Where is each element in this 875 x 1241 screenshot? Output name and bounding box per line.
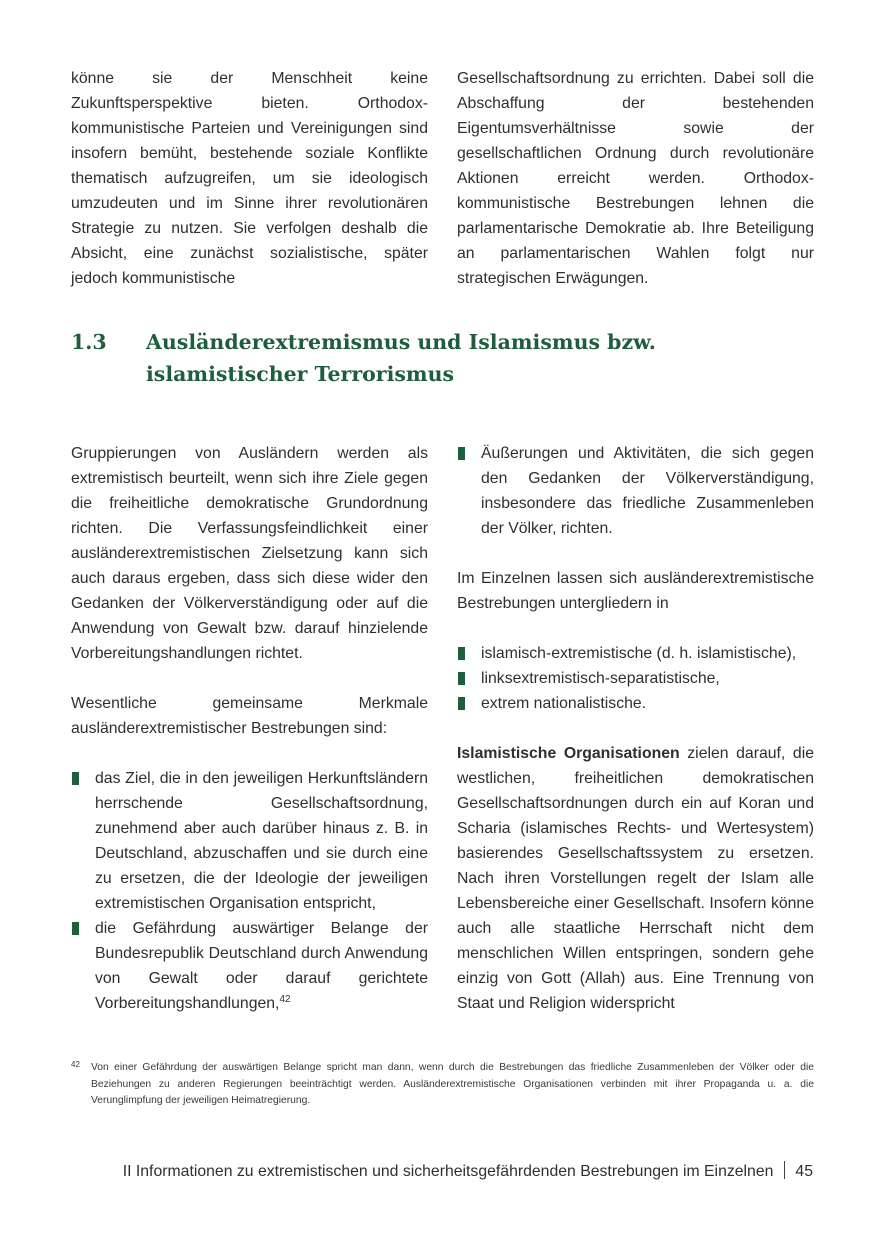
right-top-bullet-list [457, 441, 814, 541]
left-paragraph-2: Wesentliche gemeinsame Merkmale ausländerextremistischer Bestrebungen sind: [71, 695, 428, 737]
section-number: 1.3 [71, 330, 107, 354]
footnote-number: 42 [71, 1060, 80, 1069]
list-item [457, 691, 814, 716]
list-item [457, 641, 814, 666]
list-item-text: das Ziel, die in den jeweiligen Herkunftsländern herrschende Gesellschaftsordnung, zunehmend aber auch darüber hinaus z. B. in Deutschland, abzuschaffen und sie durch eine zu ersetzen, die der Ideologie der jeweiligen extremistischen Organisation entspricht, [95, 770, 428, 912]
square-bullet-icon [458, 447, 465, 460]
left-column [71, 441, 428, 1016]
square-bullet-icon [458, 647, 465, 660]
footer-divider [784, 1161, 785, 1179]
square-bullet-icon [458, 672, 465, 685]
page-number: 45 [795, 1163, 813, 1180]
list-item [457, 666, 814, 691]
right-column [457, 441, 814, 1016]
right-paragraph-1: Im Einzelnen lassen sich ausländerextremistische Bestrebungen untergliedern in [457, 570, 814, 612]
list-item-text: die Gefährdung auswärtiger Belange der Bundesrepublik Deutschland durch Anwendung von Gewalt oder darauf gerichtete Vorbereitungshandlungen, [95, 920, 428, 1012]
top-left-column [71, 66, 428, 291]
page-footer [123, 1161, 813, 1181]
right-paragraph-2-text: zielen darauf, die westlichen, freiheitlichen demokratischen Gesellschaftsordnungen durch ein auf Koran und Scharia (islamisches Rechts- und Wertesystem) basierendes Gesellschaftssystem zu ersetzen. Nach ihren Vorstellungen regelt der Islam alle Lebensbereiche einer Gesellschaft. Insofern könne auch alle staatliche Herrschaft nicht dem menschlichen Willen entspringen, sondern gehe einzig von Gott (Allah) aus. Eine Trennung von Staat und Religion widerspricht [457, 745, 814, 1012]
list-item [71, 916, 428, 1016]
section-title: Ausländerextremismus und Islamismus bzw. islamistischer Terrorismus [146, 330, 656, 386]
left-paragraph-1: Gruppierungen von Ausländern werden als extremistisch beurteilt, wenn sich ihre Ziele gegen die freiheitliche demokratische Grundordnung richten. Die Verfassungsfeindlichkeit einer ausländerextremistischen Zielsetzung kann sich auch daraus ergeben, dass sich diese wider den Gedanken der Völkerverständigung oder auf die Anwendung von Gewalt bzw. darauf hinzielende Vorbereitungshandlungen richtet. [71, 445, 428, 662]
list-item-text: extrem nationalistische. [481, 695, 647, 712]
footnote-reference[interactable]: 42 [279, 994, 291, 1005]
square-bullet-icon [458, 697, 465, 710]
left-bullet-list [71, 766, 428, 1016]
right-paragraph-2 [457, 741, 814, 1016]
list-item-text: islamisch-extremistische (d. h. islamistische), [481, 645, 797, 662]
top-left-paragraph: könne sie der Menschheit keine Zukunftsperspektive bieten. Orthodox-kommunistische Parteien und Vereinigungen sind insofern bemüht, bestehende soziale Konflikte thematisch aufzugreifen, um sie ideologisch umzudeuten und im Sinne ihrer revolutionären Strategie zu nutzen. Sie verfolgen deshalb die Absicht, eine zunächst sozialistische, später jedoch kommunistische [71, 70, 428, 287]
top-right-paragraph: Gesellschaftsordnung zu errichten. Dabei soll die Abschaffung der bestehenden Eigentumsverhältnisse sowie der gesellschaftlichen Ordnung durch revolutionäre Aktionen erreicht werden. Orthodox-kommunistische Bestrebungen lehnen die parlamentarische Demokratie ab. Ihre Beteiligung an parlamentarischen Wahlen folgt nur strategischen Erwägungen. [457, 70, 814, 287]
list-item [71, 766, 428, 916]
right-bullet-list [457, 641, 814, 716]
footer-chapter-title: II Informationen zu extremistischen und sicherheitsgefährdenden Bestrebungen im Einzelnen [122, 1163, 774, 1180]
bold-lead-term: Islamistische Organisationen [457, 745, 680, 762]
square-bullet-icon [72, 772, 79, 785]
list-item [457, 441, 814, 541]
footnote-text: Von einer Gefährdung der auswärtigen Belange spricht man dann, wenn durch die Bestrebungen das friedliche Zusammenleben der Völker oder die Beziehungen zu anderen Regierungen beeinträchtigt werden. Ausländerextremistische Organisationen verbinden mit ihrer Propaganda u. a. die Verunglimpfung der jeweiligen Heimatregierung. [91, 1062, 814, 1106]
top-right-column [457, 66, 814, 291]
footnote [71, 1060, 814, 1110]
list-item-text: linksextremistisch-separatistische, [481, 670, 720, 687]
square-bullet-icon [72, 922, 79, 935]
list-item-text: Äußerungen und Aktivitäten, die sich gegen den Gedanken der Völkerverständigung, insbesondere das friedliche Zusammenleben der Völker, richten. [481, 445, 814, 537]
